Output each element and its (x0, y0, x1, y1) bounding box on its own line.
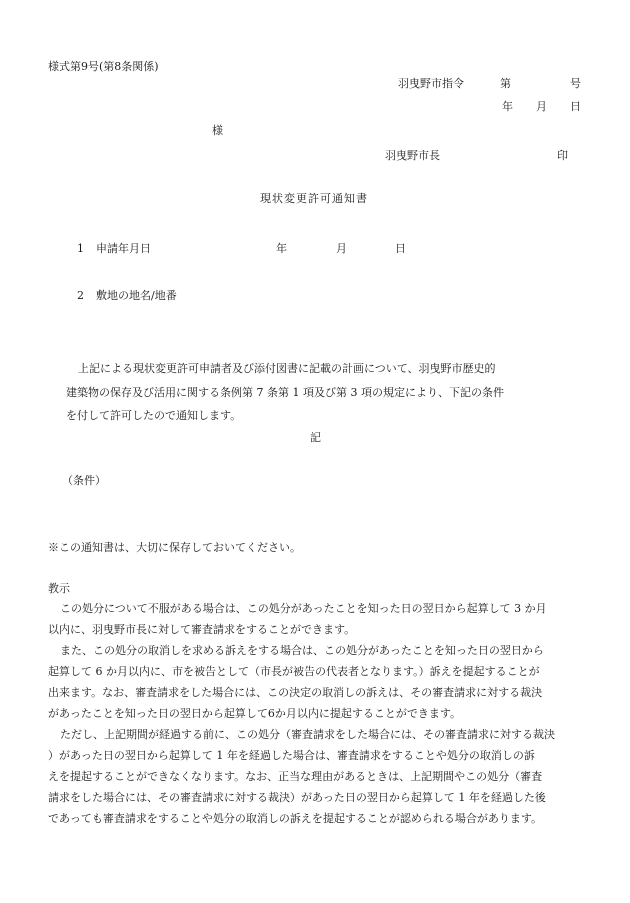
item-1-year: 年 (276, 242, 287, 255)
item-1-day: 日 (395, 242, 406, 255)
body-line: を付して許可したので通知します。 (66, 409, 242, 422)
sender-title: 羽曳野市長 (385, 149, 440, 162)
instruction-line: 請求をした場合には、その審査請求に対する裁決）があった日の翌日から起算して 1 年を経過した後 (48, 791, 546, 804)
instruction-line: えを提起することができなくなります。なお、正当な理由があるときは、上記期間やこの処分（審査 (48, 770, 543, 783)
form-label: 様式第9号(第8条関係) (48, 60, 159, 73)
item-1-month: 月 (336, 242, 347, 255)
document-title: 現状変更許可通知書 (260, 192, 368, 205)
body-line: 上記による現状変更許可申請者及び添付図書に記載の計画について、羽曳野市歴史的 (78, 362, 496, 375)
ki-mark: 記 (310, 431, 321, 444)
recipient-honorific: 様 (212, 124, 223, 137)
header-month: 月 (536, 100, 547, 113)
instruction-line: があったことを知った日の翌日から起算して6か月以内に提起することができます。 (48, 707, 462, 720)
header-year: 年 (502, 100, 513, 113)
conditions-label: （条件） (62, 474, 106, 487)
item-2-number: 2 (77, 289, 84, 302)
item-2-label: 敷地の地名/地番 (96, 289, 177, 302)
item-1-label: 申請年月日 (96, 242, 151, 255)
instruction-heading: 教示 (48, 582, 70, 595)
seal-mark: 印 (557, 149, 568, 162)
instruction-line: また、この処分の取消しを求める訴えをする場合は、この処分があったことを知った日の翌日から (60, 644, 544, 657)
header-day: 日 (570, 100, 581, 113)
number-suffix: 号 (570, 77, 581, 90)
instruction-line: ）があった日の翌日から起算して 1 年を経過した場合は、審査請求をすることや処分の取消しの訴 (48, 749, 535, 762)
notice-text: ※この通知書は、大切に保存しておいてください。 (48, 541, 301, 554)
issuer-designation: 羽曳野市指令 (398, 77, 464, 90)
body-line: 建築物の保存及び活用に関する条例第 7 条第 1 項及び第 3 項の規定により、下記の条件 (66, 386, 504, 399)
instruction-line: ただし、上記期間が経過する前に、この処分（審査請求をした場合には、その審査請求に対する裁決 (60, 728, 555, 741)
number-prefix: 第 (500, 77, 511, 90)
instruction-line: であっても審査請求をすることや処分の取消しの訴えを提起することが認められる場合があります。 (48, 812, 543, 825)
instruction-line: 以内に、羽曳野市長に対して審査請求をすることができます。 (48, 623, 356, 636)
instruction-line: 出来ます。なお、審査請求をした場合には、この決定の取消しの訴えは、その審査請求に対する裁決 (48, 686, 543, 699)
instruction-line: 起算して 6 か月以内に、市を被告として（市長が被告の代表者となります。）訴えを提起することが (48, 665, 540, 678)
instruction-line: この処分について不服がある場合は、この処分があったことを知った日の翌日から起算して 3 か月 (60, 602, 547, 615)
item-1-number: 1 (77, 242, 84, 255)
